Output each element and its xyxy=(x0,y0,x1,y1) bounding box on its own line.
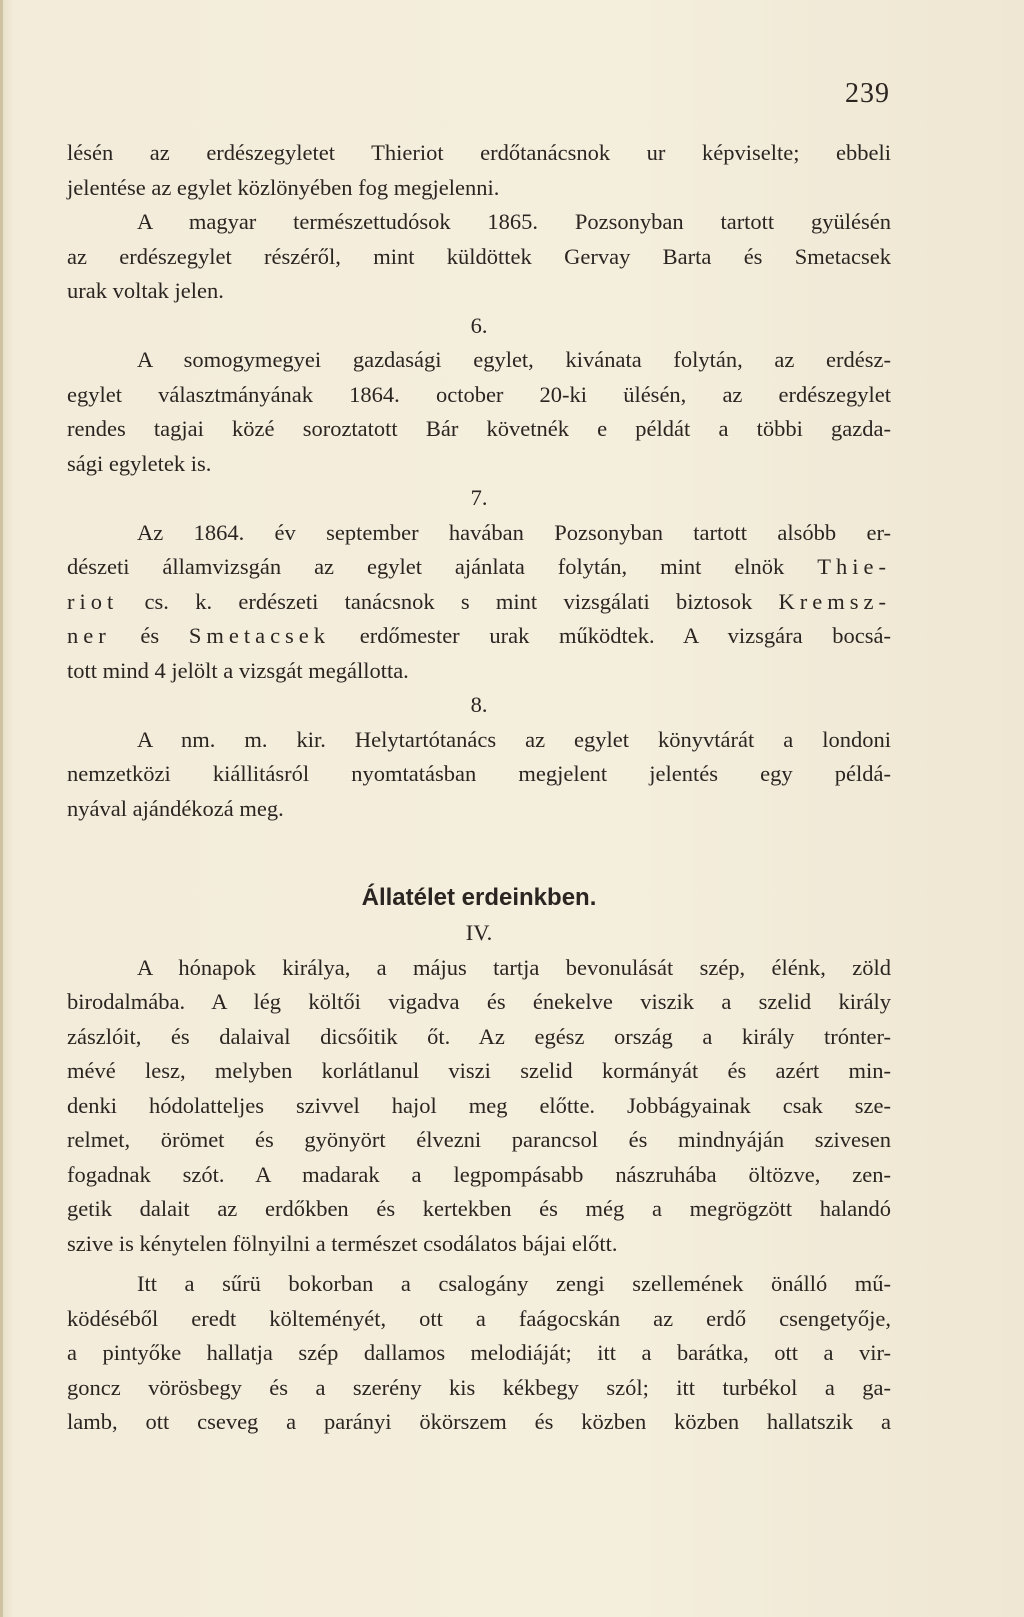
text-line: ködéséből eredt költeményét, ott a faágocskán az erdő csengetyője, xyxy=(67,1305,891,1331)
text-line: Itt a sűrü bokorban a csalogány zengi szellemének önálló mű- xyxy=(137,1271,891,1296)
text-line: zászlóit, és dalaival dicsőitik őt. Az egész ország a király trónter- xyxy=(67,1023,891,1049)
article-part-number: IV. xyxy=(465,920,493,945)
text-line xyxy=(67,619,891,654)
text-line: a pintyőke hallatja szép dallamos melodiáját; itt a barátka, ott a vir- xyxy=(67,1340,891,1365)
text-line: fogadnak szót. A madarak a legpompásabb nászruhába öltözve, zen- xyxy=(67,1161,891,1187)
text-line: A hónapok királya, a május tartja bevonulását szép, élénk, zöld xyxy=(137,954,891,980)
text-line: denki hódolatteljes szivvel hajol meg előtte. Jobbágyainak csak sze- xyxy=(67,1092,891,1118)
text-span: cs. k. erdészeti tanácsnok s mint vizsgálati biztosok xyxy=(144,588,753,614)
spaced-name: Thie- xyxy=(817,554,891,579)
text-span: és xyxy=(140,623,160,648)
text-line xyxy=(67,585,891,620)
section-number: 6. xyxy=(470,312,488,338)
text-line: goncz vörösbegy és a szerény kis kékbegy szól; itt turbékol a ga- xyxy=(67,1374,891,1400)
text-line: nyával ajándékozá meg. xyxy=(67,795,284,821)
text-line: nemzetközi kiállitásról nyomtatásban megjelent jelentés egy példá- xyxy=(67,761,891,786)
text-line: tott mind 4 jelölt a vizsgát megállotta. xyxy=(67,657,409,683)
spaced-name: Kremsz- xyxy=(778,588,891,614)
text-line xyxy=(67,550,891,585)
text-line: A somogymegyei gazdasági egylet, kivánata folytán, az erdész- xyxy=(137,347,891,372)
text-line: szive is kénytelen fölnyilni a természet csodálatos bájai előtt. xyxy=(67,1230,618,1256)
text-line: Az 1864. év september havában Pozsonyban tartott alsóbb er- xyxy=(137,519,891,545)
text-line: lésén az erdészegyletet Thieriot erdőtanácsnok ur képviselte; ebbeli xyxy=(67,140,891,165)
section-number: 8. xyxy=(470,692,488,717)
text-line: birodalmába. A lég költői vigadva és énekelve viszik a szelid király xyxy=(67,989,891,1014)
page-edge xyxy=(0,0,3,1617)
text-line: relmet, örömet és gyönyört élvezni parancsol és mindnyáján szivesen xyxy=(67,1127,891,1152)
text-line: lamb, ott cseveg a parányi ökörszem és közben közben hallatszik a xyxy=(67,1409,891,1434)
text-line: getik dalait az erdőkben és kertekben és még a megrögzött halandó xyxy=(67,1196,891,1221)
text-line: A magyar természettudósok 1865. Pozsonyban tartott gyülésén xyxy=(137,209,891,234)
text-line: jelentése az egylet közlönyében fog megjelenni. xyxy=(67,174,500,200)
text-line: rendes tagjai közé soroztatott Bár követnék e példát a többi gazda- xyxy=(67,416,891,441)
text-span: dészeti államvizsgán az egylet ajánlata folytán, mint elnök xyxy=(67,554,785,579)
page-number: 239 xyxy=(845,78,890,109)
spaced-name: Smetacsek xyxy=(188,623,331,648)
text-line: egylet választmányának 1864. october 20-ki ülésén, az erdészegylet xyxy=(67,381,891,407)
text-line: A nm. m. kir. Helytartótanács az egylet könyvtárát a londoni xyxy=(137,726,891,752)
text-line: sági egyletek is. xyxy=(67,450,212,476)
section-number: 7. xyxy=(470,485,488,510)
article-title: Állatélet erdeinkben. xyxy=(361,884,597,911)
spaced-name: riot xyxy=(67,588,119,614)
text-span: erdőmester urak működtek. A vizsgára bocsá- xyxy=(359,623,892,648)
spaced-name: ner xyxy=(67,623,111,648)
text-line: az erdészegylet részéről, mint küldöttek Gervay Barta és Smetacsek xyxy=(67,243,891,269)
body-text xyxy=(67,136,891,1440)
text-line: urak voltak jelen. xyxy=(67,278,224,303)
text-line: mévé lesz, melyben korlátlanul viszi szelid kormányát és azért min- xyxy=(67,1058,891,1083)
